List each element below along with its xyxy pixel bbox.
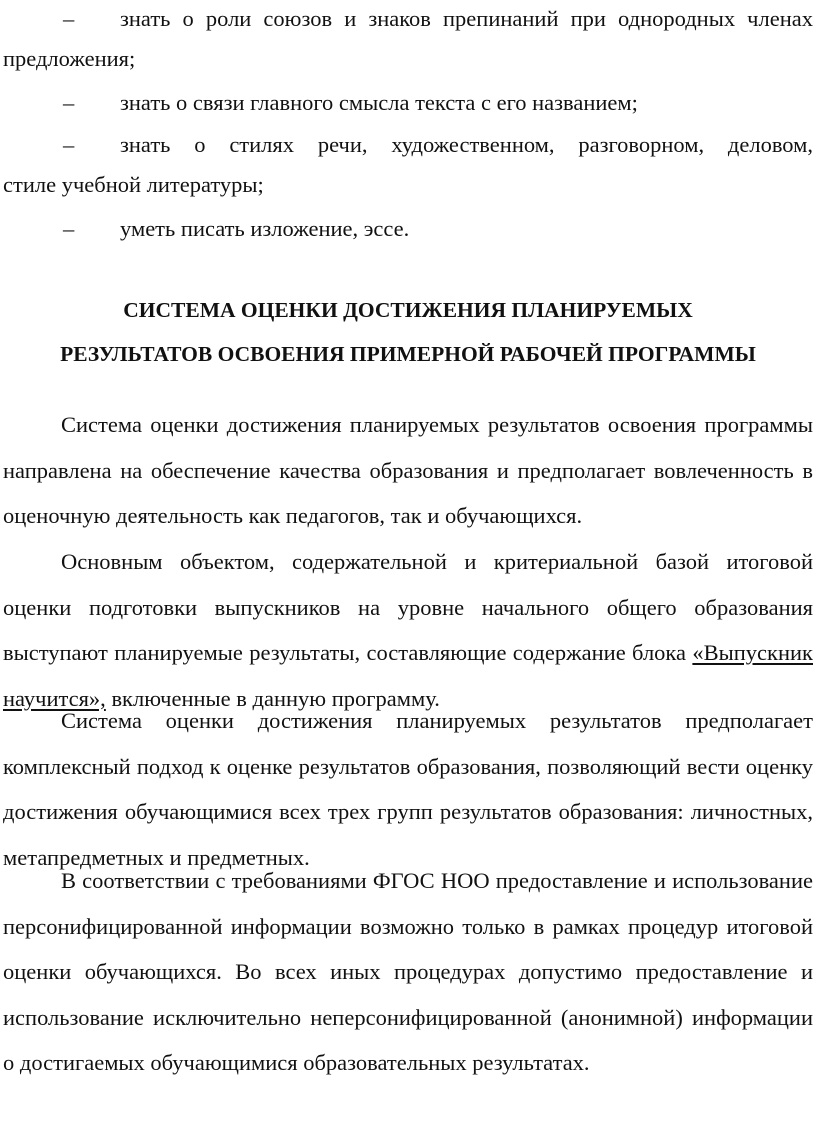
- section-heading-line-1: СИСТЕМА ОЦЕНКИ ДОСТИЖЕНИЯ ПЛАНИРУЕМЫХ: [123, 298, 693, 322]
- list-item: [3, 209, 813, 249]
- list-item-first-line: знать о роли союзов и знаков препинаний при однородных членах: [120, 6, 813, 31]
- paragraph-3: Система оценки достижения планируемых результатов предполагает комплексный подход к оценке результатов образования, позволяющий вести оценку достижения обучающимися всех трех групп результатов образования: личностных, метапредметных и предметных.: [3, 708, 813, 870]
- paragraph-2-text: Основным объектом, содержательной и критериальной базой итоговой оценки подготовки выпускников на уровне начального общего образования выступают планируемые результаты, составляющие содержание блока: [3, 549, 813, 666]
- list-item-first-line: знать о связи главного смысла текста с его названием;: [120, 90, 638, 115]
- list-item-continuation: предложения;: [3, 46, 136, 71]
- list-item-first-line: уметь писать изложение, эссе.: [120, 216, 410, 241]
- paragraph-2-text-end: включенные в данную программу.: [105, 685, 440, 711]
- underlined-block-name: «Выпускник научится»,: [3, 640, 813, 711]
- list-dash: –: [63, 132, 75, 157]
- list-item-first-line: знать о стилях речи, художественном, разговорном, деловом,: [120, 132, 813, 157]
- list-item-continuation: стиле учебной литературы;: [3, 172, 264, 197]
- list-item: [3, 0, 813, 79]
- paragraph-2: [3, 539, 813, 721]
- list-dash: –: [63, 6, 75, 31]
- list-dash: –: [63, 90, 75, 115]
- section-heading-line-2: РЕЗУЛЬТАТОВ ОСВОЕНИЯ ПРИМЕРНОЙ РАБОЧЕЙ ПРОГРАММЫ: [60, 342, 756, 366]
- paragraph-4: В соответствии с требованиями ФГОС НОО предоставление и использование персонифицированной информации возможно только в рамках процедур итоговой оценки обучающихся. Во всех иных процедурах допустимо предоставление и использование исключительно неперсонифицированной (анонимной) информации о достигаемых обучающимися образовательных результатах.: [3, 868, 813, 1076]
- list-item: [3, 83, 813, 123]
- paragraph-1: Система оценки достижения планируемых результатов освоения программы направлена на обеспечение качества образования и предполагает вовлеченность в оценочную деятельность как педагогов, так и обучающихся.: [3, 412, 813, 529]
- list-item: [3, 125, 813, 205]
- list-dash: –: [63, 216, 75, 241]
